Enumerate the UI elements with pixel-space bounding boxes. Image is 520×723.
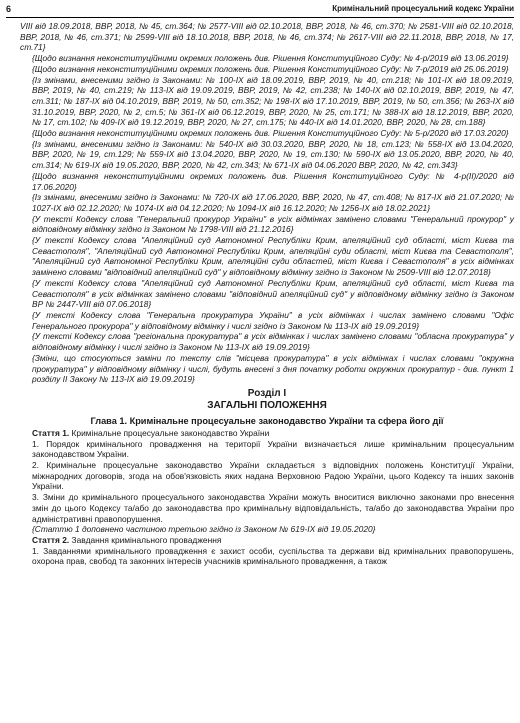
article-paragraph: 1. Завданнями кримінального провадження є захист особи, суспільства та держави від кримінальних правопорушень, охорона прав, свобод та законних інтересів учасників кримінального провадження, а також — [32, 545, 514, 567]
article-name: Завдання кримінального провадження — [71, 534, 222, 545]
running-title: Кримінальний процесуальний кодекс України — [332, 4, 514, 13]
amendment-note: {Щодо визнання неконституційними окремих положень див. Рішення Конституційного Суду: № 5-р/2020 від 17.03.2020} — [32, 128, 509, 139]
amendment-note: {Статтю 1 доповнено частиною третьою згідно із Законом № 619-IX від 19.05.2020} — [32, 524, 376, 535]
amendment-note: {У тексті Кодексу слова "регіональна прокуратура" в усіх відмінках і числах замінено словами "обласна прокуратура" у відповідному відмінку і числі згідно із Законом № 113-IX від 19.09.2019} — [32, 331, 514, 353]
amendment-note: {Щодо визнання неконституційними окремих положень див. Рішення Конституційного Суду: № 4-р/2019 від 13.06.2019} — [32, 53, 509, 64]
article-paragraph: 2. Кримінальне процесуальне законодавство України складається з відповідних положень Конституції України, міжнародних договорів, згода на обов'язковість яких надана Верховною Радою України, цього Кодексу та інших законів України. — [32, 460, 514, 492]
amendment-note: {У тексті Кодексу слова "Генеральна прокуратура України" в усіх відмінках і числах замінено словами "Офіс Генерального прокурора" у відповідному відмінку і числі згідно із Законом № 113-IX від 19.09.2019} — [32, 309, 514, 331]
amendment-note: {У тексті Кодексу слова "Апеляційний суд Автономної Республіки Крим, апеляційний суд області, міст Києва та Севастополя", "Апеляційний суд Автономної Республіки Крим, апеляційні суди області, міст Києва та Севастополя", "Апеляційний суд Автономної Республіки Крим, апеляційні суди областей, міст Києва і Севастополя" в усіх відмінках замінено словами "відповідний апеляційний суд" у відповідному відмінку згідно із Законом № 2509-VIII від 12.07.2018} — [32, 235, 514, 278]
article-paragraph: 3. Зміни до кримінального процесуального законодавства України можуть вноситися виключно законами про внесення змін до цього Кодексу та/або до законодавства про кримінальну відповідальність, та/або до законодавства України про адміністративні правопорушення. — [32, 492, 514, 524]
amendment-note: VIII від 18.09.2018, ВВР, 2018, № 45, ст.364; № 2577-VIII від 02.10.2018, ВВР, 2018, № 46, ст.370; № 2581-VIII від 02.10.2018, ВВР, 2018, № 46, ст.371; № 2599-VIII від 18.10.2018, ВВР, 2018, № 46, ст.374; № 2617-VIII від 22.11.2018, ВВР, 2018, № 17, ст.71} — [20, 21, 514, 53]
article-heading — [20, 428, 514, 439]
article-paragraph: 1. Порядок кримінального провадження на території України визначається лише кримінальним процесуальним законодавством України. — [32, 438, 514, 460]
amendment-note: {У тексті Кодексу слова "Генеральний прокурор України" в усіх відмінках замінено словами "Генеральний прокурор" у відповідному відмінку згідно із Законом № 1798-VIII від 21.12.2016} — [32, 213, 514, 235]
article-label: Стаття 2. — [32, 534, 70, 545]
article-name: Кримінальне процесуальне законодавство України — [71, 427, 270, 438]
amendment-note: {У тексті Кодексу слова "Апеляційний суд Автономної Республіки Крим, апеляційний суд області, міст Києва та Севастополя" в усіх відмінках замінено словами "відповідний апеляційний суд" у відповідному відмінку згідно із Законом ВР № 2447-VIII від 07.06.2018} — [32, 277, 514, 310]
chapter-title: Глава 1. Кримінальне процесуальне законодавство України та сфера його дії — [90, 415, 444, 426]
amendment-note: {Із змінами, внесеними згідно із Законами: № 100-IX від 18.09.2019, ВВР, 2019, № 40, ст.218; № 101-IX від 18.09.2019, ВВР, 2019, № 40, ст.219; № 113-IX від 19.09.2019, ВВР, 2019, № 42, ст.238; № 140-IX від 02.10.2019, ВВР, 2019, № 47, ст.311; № 187-IX від 04.10.2019, ВВР, 2019, № 50, ст.352; № 198-IX від 17.10.2019, ВВР, 2019, № 50, ст.356; № 263-IX від 31.10.2019, ВВР, 2020, № 2, ст.5; № 361-IX від 06.12.2019, ВВР, 2020, № 25, ст.171; № 388-IX від 18.12.2019, ВВР, 2020, № 17, ст.102; № 409-IX від 19.12.2019, ВВР, 2020, № 27, ст.175; № 440-IX від 14.01.2020, ВВР, 2020, № 28, ст.188} — [32, 74, 514, 128]
amendment-note: {Із змінами, внесеними згідно із Законами: № 540-IX від 30.03.2020, ВВР, 2020, № 18, ст.123; № 558-IX від 13.04.2020, ВВР, 2020, № 19, ст.129; № 559-IX від 13.04.2020, ВВР, 2020, № 19, ст.130; № 590-IX від 13.05.2020, ВВР, 2020, № 40, ст.314; № 619-IX від 19.05.2020, ВВР, 2020, № 42, ст.343; № 671-IX від 04.06.2020 ВВР, 2020, № 42, ст.343} — [32, 138, 514, 171]
page-header — [6, 3, 514, 18]
amendment-note: {Щодо визнання неконституційними окремих положень див. Рішення Конституційного Суду: № 4-р(II)/2020 від 17.06.2020} — [32, 170, 514, 192]
article-label: Стаття 1. — [32, 427, 70, 438]
page-number: 6 — [6, 4, 12, 14]
amendment-note: {Щодо визнання неконституційними окремих положень див. Рішення Конституційного Суду: № 7-р/2019 від 25.06.2019} — [32, 63, 509, 74]
section-title: Розділ I — [247, 387, 287, 399]
section-subtitle: ЗАГАЛЬНІ ПОЛОЖЕННЯ — [207, 400, 327, 412]
article-heading — [20, 535, 514, 546]
amendment-note: {Із змінами, внесеними згідно із Законами: № 720-IX від 17.06.2020, ВВР, 2020, № 47, ст.408; № 817-IX від 21.07.2020; № 1027-IX від 02.12.2020; № 1074-IX від 04.12.2020; № 1094-IX від 16.12.2020; № 1256-IX від 18.02.2021} — [32, 192, 514, 213]
document-body — [20, 21, 514, 567]
amendment-note: {Зміни, що стосуються заміни по тексту слів "місцева прокуратура" в усіх відмінках і числах словами "окружна прокуратура" у відповідному відмінку і числі, будуть внесені з дня початку роботи окружних прокуратур - див. пункт 1 розділу II Закону № 113-IX від 19.09.2019} — [32, 352, 514, 385]
